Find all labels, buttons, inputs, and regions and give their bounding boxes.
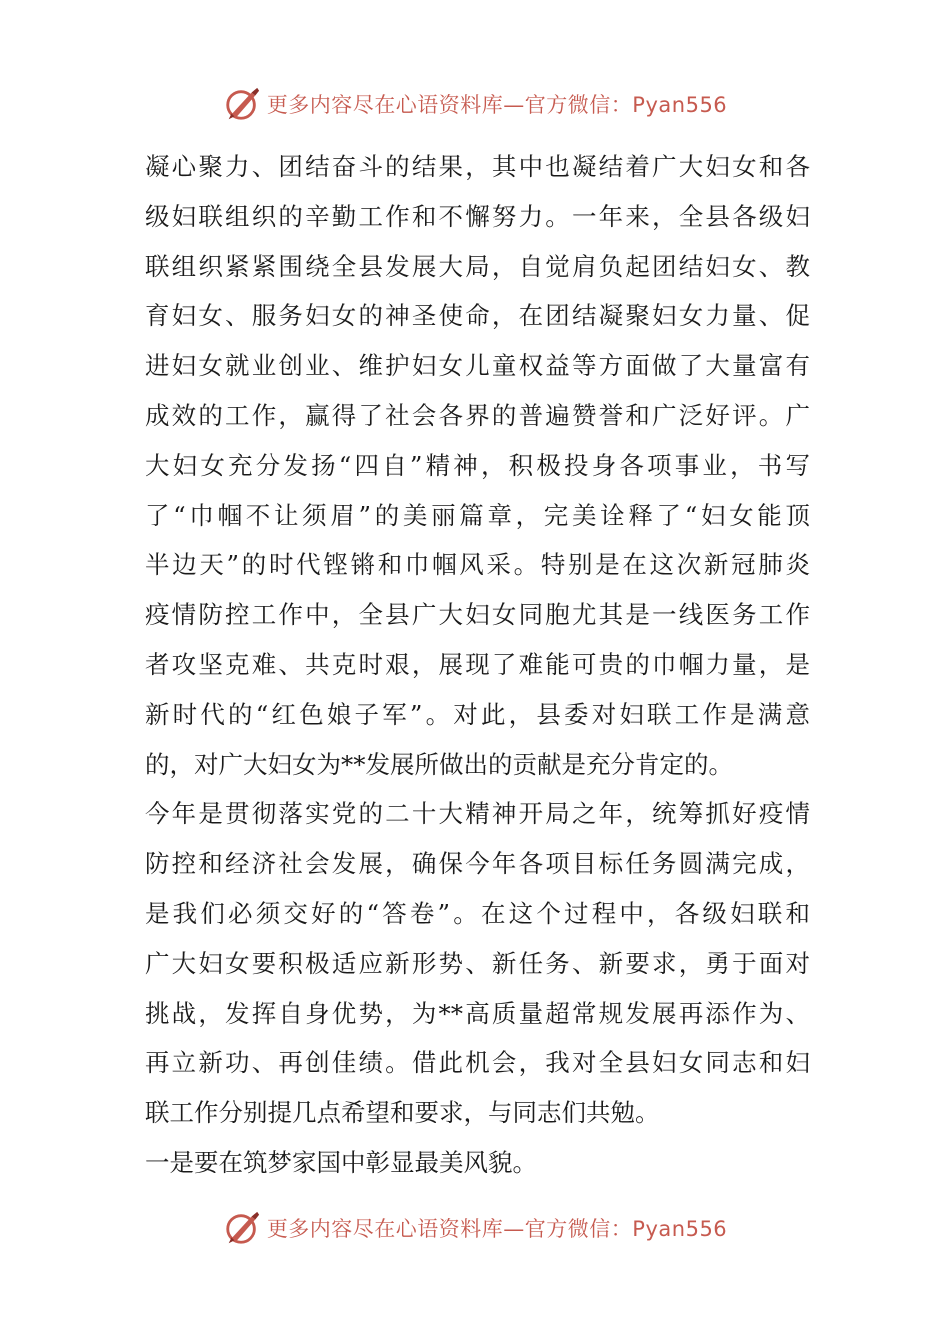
text-line: 防控和经济社会发展，确保今年各项目标任务圆满完成， (145, 849, 810, 879)
footer-banner-text: 更多内容尽在心语资料库—官方微信：Pyan556 (266, 1217, 728, 1241)
text-line: 联组织紧紧围绕全县发展大局，自觉肩负起团结妇女、教 (145, 251, 810, 281)
text-line: 育妇女、服务妇女的神圣使命，在团结凝聚妇女力量、促 (145, 301, 810, 331)
text-line: 疫情防控工作中，全县广大妇女同胞尤其是一线医务工作 (145, 600, 810, 630)
text-line: 新时代的“红色娘子军”。对此，县委对妇联工作是满意 (145, 699, 810, 729)
text-line: 的，对广大妇女为**发展所做出的贡献是充分肯定的。 (145, 749, 733, 779)
text-line: 联工作分别提几点希望和要求，与同志们共勉。 (145, 1098, 660, 1128)
paragraph (145, 789, 810, 1138)
header-banner-text: 更多内容尽在心语资料库—官方微信：Pyan556 (266, 93, 728, 117)
footer-banner (0, 1206, 950, 1250)
text-line: 凝心聚力、团结奋斗的结果，其中也凝结着广大妇女和各 (145, 152, 810, 181)
text-line: 是我们必须交好的“答卷”。在这个过程中，各级妇联和 (145, 898, 810, 928)
text-line: 再立新功、再创佳绩。借此机会，我对全县妇女同志和妇 (145, 1048, 810, 1078)
header-banner (0, 82, 950, 126)
text-line: 一是要在筑梦家国中彰显最美风貌。 (145, 1147, 537, 1177)
text-line: 成效的工作，赢得了社会各界的普遍赞誉和广泛好评。广 (145, 400, 810, 430)
text-line: 挑战，发挥自身优势，为**高质量超常规发展再添作为、 (145, 998, 810, 1028)
text-line: 级妇联组织的辛勤工作和不懈努力。一年来，全县各级妇 (145, 201, 810, 231)
text-line: 广大妇女要积极适应新形势、新任务、新要求，勇于面对 (145, 948, 810, 978)
text-line: 今年是贯彻落实党的二十大精神开局之年，统筹抓好疫情 (145, 799, 810, 829)
paragraph (145, 1138, 810, 1188)
pen-logo-icon (223, 85, 261, 123)
text-line: 大妇女充分发扬“四自”精神，积极投身各项事业，书写 (145, 450, 810, 480)
pen-logo-icon (223, 1209, 261, 1247)
text-line: 半边天”的时代铿锵和巾帼风采。特别是在这次新冠肺炎 (145, 550, 810, 580)
document-body (145, 142, 810, 1188)
text-line: 了“巾帼不让须眉”的美丽篇章，完美诠释了“妇女能顶 (145, 500, 810, 530)
text-line: 者攻坚克难、共克时艰，展现了难能可贵的巾帼力量，是 (145, 649, 810, 679)
text-line: 进妇女就业创业、维护妇女儿童权益等方面做了大量富有 (145, 351, 810, 381)
paragraph (145, 142, 810, 789)
